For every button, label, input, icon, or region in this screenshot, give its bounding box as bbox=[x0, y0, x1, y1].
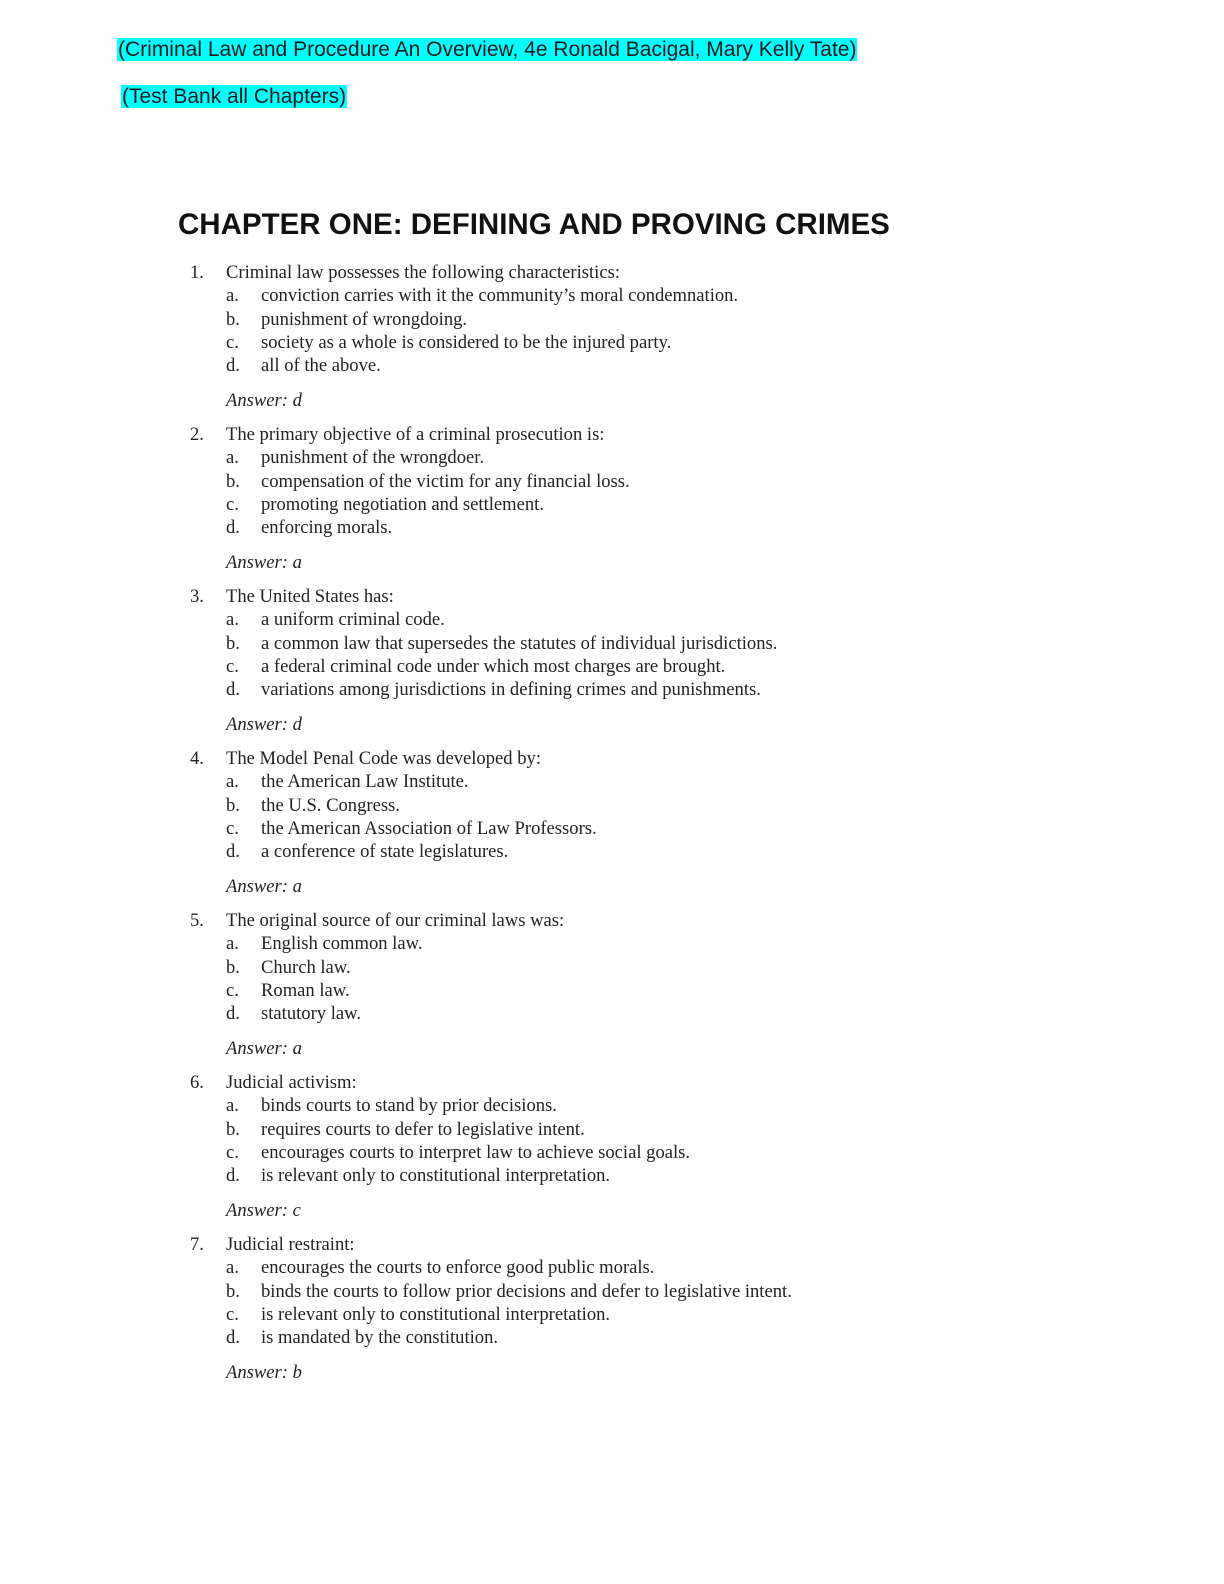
answer-key: Answer: c bbox=[226, 1199, 301, 1221]
option-text: enforcing morals. bbox=[261, 517, 393, 539]
header-title-text: (Criminal Law and Procedure An Overview, 4e Ronald Bacigal, Mary Kelly Tate) bbox=[118, 38, 857, 61]
question-item bbox=[0, 909, 1224, 1071]
option-text: a federal criminal code under which most charges are brought. bbox=[261, 655, 726, 677]
option-text: Roman law. bbox=[261, 979, 350, 1001]
question-number: 6. bbox=[190, 1072, 204, 1093]
option-letter: c. bbox=[226, 979, 239, 1001]
chapter-title: CHAPTER ONE: DEFINING AND PROVING CRIMES bbox=[178, 208, 890, 241]
question-item bbox=[0, 585, 1224, 747]
option-text: is mandated by the constitution. bbox=[261, 1327, 499, 1349]
option-letter: d. bbox=[226, 679, 240, 701]
option-text: society as a whole is considered to be the injured party. bbox=[261, 331, 672, 353]
question-text: Judicial activism: bbox=[226, 1072, 357, 1093]
option-text: variations among jurisdictions in defining crimes and punishments. bbox=[261, 679, 761, 701]
option-letter: a. bbox=[226, 285, 239, 307]
option-text: a common law that supersedes the statutes of individual jurisdictions. bbox=[261, 632, 778, 654]
option-text: all of the above. bbox=[261, 355, 381, 377]
option-letter: a. bbox=[226, 1257, 239, 1279]
question-text: The primary objective of a criminal prosecution is: bbox=[226, 424, 605, 445]
question-item bbox=[0, 747, 1224, 909]
option-letter: c. bbox=[226, 655, 239, 677]
option-text: punishment of the wrongdoer. bbox=[261, 447, 485, 469]
option-text: is relevant only to constitutional interpretation. bbox=[261, 1303, 611, 1325]
question-number: 2. bbox=[190, 424, 204, 445]
option-letter: c. bbox=[226, 1303, 239, 1325]
question-item bbox=[0, 261, 1224, 423]
question-text: The Model Penal Code was developed by: bbox=[226, 748, 541, 769]
option-letter: b. bbox=[226, 1118, 240, 1140]
option-text: compensation of the victim for any financial loss. bbox=[261, 470, 630, 492]
option-letter: c. bbox=[226, 331, 239, 353]
option-letter: a. bbox=[226, 447, 239, 469]
option-letter: b. bbox=[226, 308, 240, 330]
option-text: a uniform criminal code. bbox=[261, 609, 445, 631]
option-letter: c. bbox=[226, 1141, 239, 1163]
option-text: is relevant only to constitutional interpretation. bbox=[261, 1165, 611, 1187]
question-text: Criminal law possesses the following characteristics: bbox=[226, 262, 620, 283]
option-text: encourages courts to interpret law to achieve social goals. bbox=[261, 1141, 691, 1163]
question-item bbox=[0, 423, 1224, 585]
option-text: statutory law. bbox=[261, 1003, 362, 1025]
option-letter: b. bbox=[226, 956, 240, 978]
option-text: encourages the courts to enforce good public morals. bbox=[261, 1257, 655, 1279]
question-number: 5. bbox=[190, 910, 204, 931]
option-text: promoting negotiation and settlement. bbox=[261, 493, 544, 515]
option-text: requires courts to defer to legislative intent. bbox=[261, 1118, 585, 1140]
option-letter: d. bbox=[226, 841, 240, 863]
question-list bbox=[0, 261, 1224, 1395]
option-letter: c. bbox=[226, 493, 239, 515]
option-letter: b. bbox=[226, 794, 240, 816]
answer-key: Answer: d bbox=[226, 389, 302, 411]
question-number: 7. bbox=[190, 1234, 204, 1255]
header-subtitle-text: (Test Bank all Chapters) bbox=[122, 85, 347, 108]
option-letter: d. bbox=[226, 1327, 240, 1349]
question-text: Judicial restraint: bbox=[226, 1234, 355, 1255]
answer-key: Answer: a bbox=[226, 1037, 302, 1059]
option-text: the American Association of Law Professors. bbox=[261, 817, 597, 839]
option-text: punishment of wrongdoing. bbox=[261, 308, 468, 330]
answer-key: Answer: a bbox=[226, 551, 302, 573]
option-text: the U.S. Congress. bbox=[261, 794, 400, 816]
option-letter: b. bbox=[226, 470, 240, 492]
option-letter: b. bbox=[226, 1280, 240, 1302]
option-text: the American Law Institute. bbox=[261, 771, 469, 793]
option-letter: c. bbox=[226, 817, 239, 839]
question-text: The United States has: bbox=[226, 586, 394, 607]
option-letter: a. bbox=[226, 933, 239, 955]
option-text: binds the courts to follow prior decisions and defer to legislative intent. bbox=[261, 1280, 792, 1302]
option-text: binds courts to stand by prior decisions. bbox=[261, 1095, 557, 1117]
answer-key: Answer: b bbox=[226, 1361, 302, 1383]
question-item bbox=[0, 1233, 1224, 1395]
question-text: The original source of our criminal laws was: bbox=[226, 910, 565, 931]
option-letter: d. bbox=[226, 1165, 240, 1187]
option-text: Church law. bbox=[261, 956, 351, 978]
option-text: a conference of state legislatures. bbox=[261, 841, 509, 863]
answer-key: Answer: d bbox=[226, 713, 302, 735]
answer-key: Answer: a bbox=[226, 875, 302, 897]
option-letter: d. bbox=[226, 355, 240, 377]
option-letter: d. bbox=[226, 1003, 240, 1025]
header-title-line bbox=[117, 37, 857, 63]
header-subtitle-line bbox=[121, 84, 347, 110]
question-item bbox=[0, 1071, 1224, 1233]
question-number: 3. bbox=[190, 586, 204, 607]
option-letter: d. bbox=[226, 517, 240, 539]
option-letter: a. bbox=[226, 1095, 239, 1117]
option-text: English common law. bbox=[261, 933, 423, 955]
question-number: 1. bbox=[190, 262, 204, 283]
option-text: conviction carries with it the community’s moral condemnation. bbox=[261, 285, 739, 307]
option-letter: a. bbox=[226, 609, 239, 631]
question-number: 4. bbox=[190, 748, 204, 769]
option-letter: b. bbox=[226, 632, 240, 654]
option-letter: a. bbox=[226, 771, 239, 793]
